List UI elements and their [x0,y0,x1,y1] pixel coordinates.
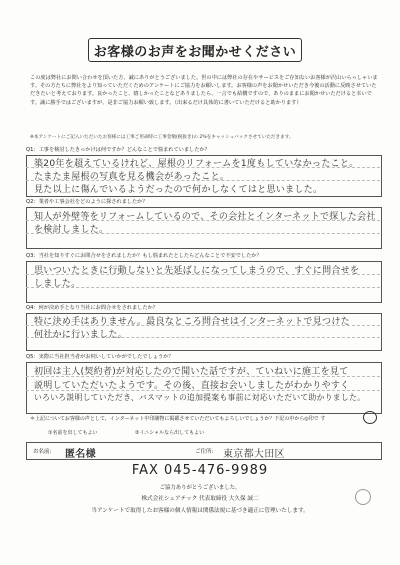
answer-4-line-2: 何社かに行いました。 [34,330,128,340]
selection-circle [363,411,377,424]
page-title: お客様のお声をお聞かせください [93,44,297,60]
answer-3-line-2: しました。 [34,279,81,289]
answer-4-line-1: 特に決め手はありません。最良なところ問合せはインターネットで見つけた [34,317,350,327]
title-box [88,38,302,62]
name-value: 匿名様 [65,449,96,460]
permission-end: す [320,416,326,422]
permission-question [30,416,380,423]
question-5: Q5：実際に当社担当者がお伺いしていかがでしたでしょうか？ [26,354,174,360]
answer-1-line-2: たまたま屋根の写真を見る機会があったこと。 [34,172,230,182]
answer-2-line-2: を検討しました。 [34,225,109,235]
answer-2-line-1: 知人が外壁等をリフォームしているので、その会社とインターネットで探した会社 [34,212,376,222]
privacy-note: 当アンケートで取得したお客様の個人情報は関係法規に基づき適正に管理いたします。 [91,508,309,514]
option-initial[interactable]: ②イニシャルなら出してもよい [135,430,205,436]
question-2: Q2：業者や工事会社をどのように探されましたか？ [26,199,148,205]
answer-5-line-3: いろいろ説明していただき、バスマットの追加提案も事前に対応いただいて助かりました。 [34,393,366,402]
question-4: Q4：何が決め手となり当社にお問合せをされましたか？ [26,305,158,311]
stamp-icon [355,489,371,505]
name-label: お名前: [33,449,52,455]
answer-5-line-2: 説明していただいたようです。その後、直接お会いしましたがわかりやすく [34,381,350,391]
fax-number: FAX 045-476-9989 [131,463,269,478]
answer-5-line-1: 初回は主人(契約者)が対応したので聞いた話ですが、ていねいに施工を見て [34,367,349,377]
question-1: Q1：工事を検討したきっかけは何ですか？どんなことで悩まれていましたか？ [26,147,210,153]
permission-text: ＊上記についてお客様の声として、インターネット中印刷物に掲載させていただいてもよろしいでしょうか？下記の中から◎印で [30,416,319,422]
intro-paragraph: この度は弊社にお問い合わせを頂いた方、誠にありがとうございました。世の中には弊社の存在やサービスをご存知ないお客様が沢山いらっしゃいます。その方たちに弊社をより知っていただくためのアンケートにご協力をお願いします。お客様の声をお聞かせいただき今後の活動に反映させていただきたいと考えております。良かったこと、嬉しかったことなどありましたら、一言でも結構ですので、ありのままにお聞かせいただけると幸いです。誠に勝手ではございますが、是非ご協力お願い致します。（出来るだけ具体的に書いていただけると助かります） [30,75,378,106]
company-name: 株式会社シェアテック 代表取締役 大久保 誠二 [141,496,259,502]
intro-text [30,74,380,107]
address-value: 東京都大田区 [223,449,285,460]
answer-1-line-1: 築20年を超えているけれど、屋根のリフォームを1度もしていなかったこと。 [34,159,359,169]
answer-1-line-3: 見た以上に傷んでいるようだったので何かしなくてはと思いました。 [34,185,323,195]
address-label: ご住所: [195,449,214,455]
cashback-note: ※本アンケートにご記入いただいたお客様には工事ご用命時に工事金額(税抜き)の 2%をキャッシュバックさせていただきます。 [30,135,294,140]
question-3: Q3：当社を知りすぐにお問合せをされましたか？もし悩まれたとしたらどんなことで不安でしたか？ [26,253,262,259]
answer-3-line-1: 思いついたときに行動しないと先延ばしになってしまうので、すぐに問合せを [34,266,360,276]
thanks-text: ご協力ありがとうございました。 [159,485,241,491]
option-name[interactable]: ①名前を出してもよい [48,430,98,436]
name-address-row [26,442,382,460]
